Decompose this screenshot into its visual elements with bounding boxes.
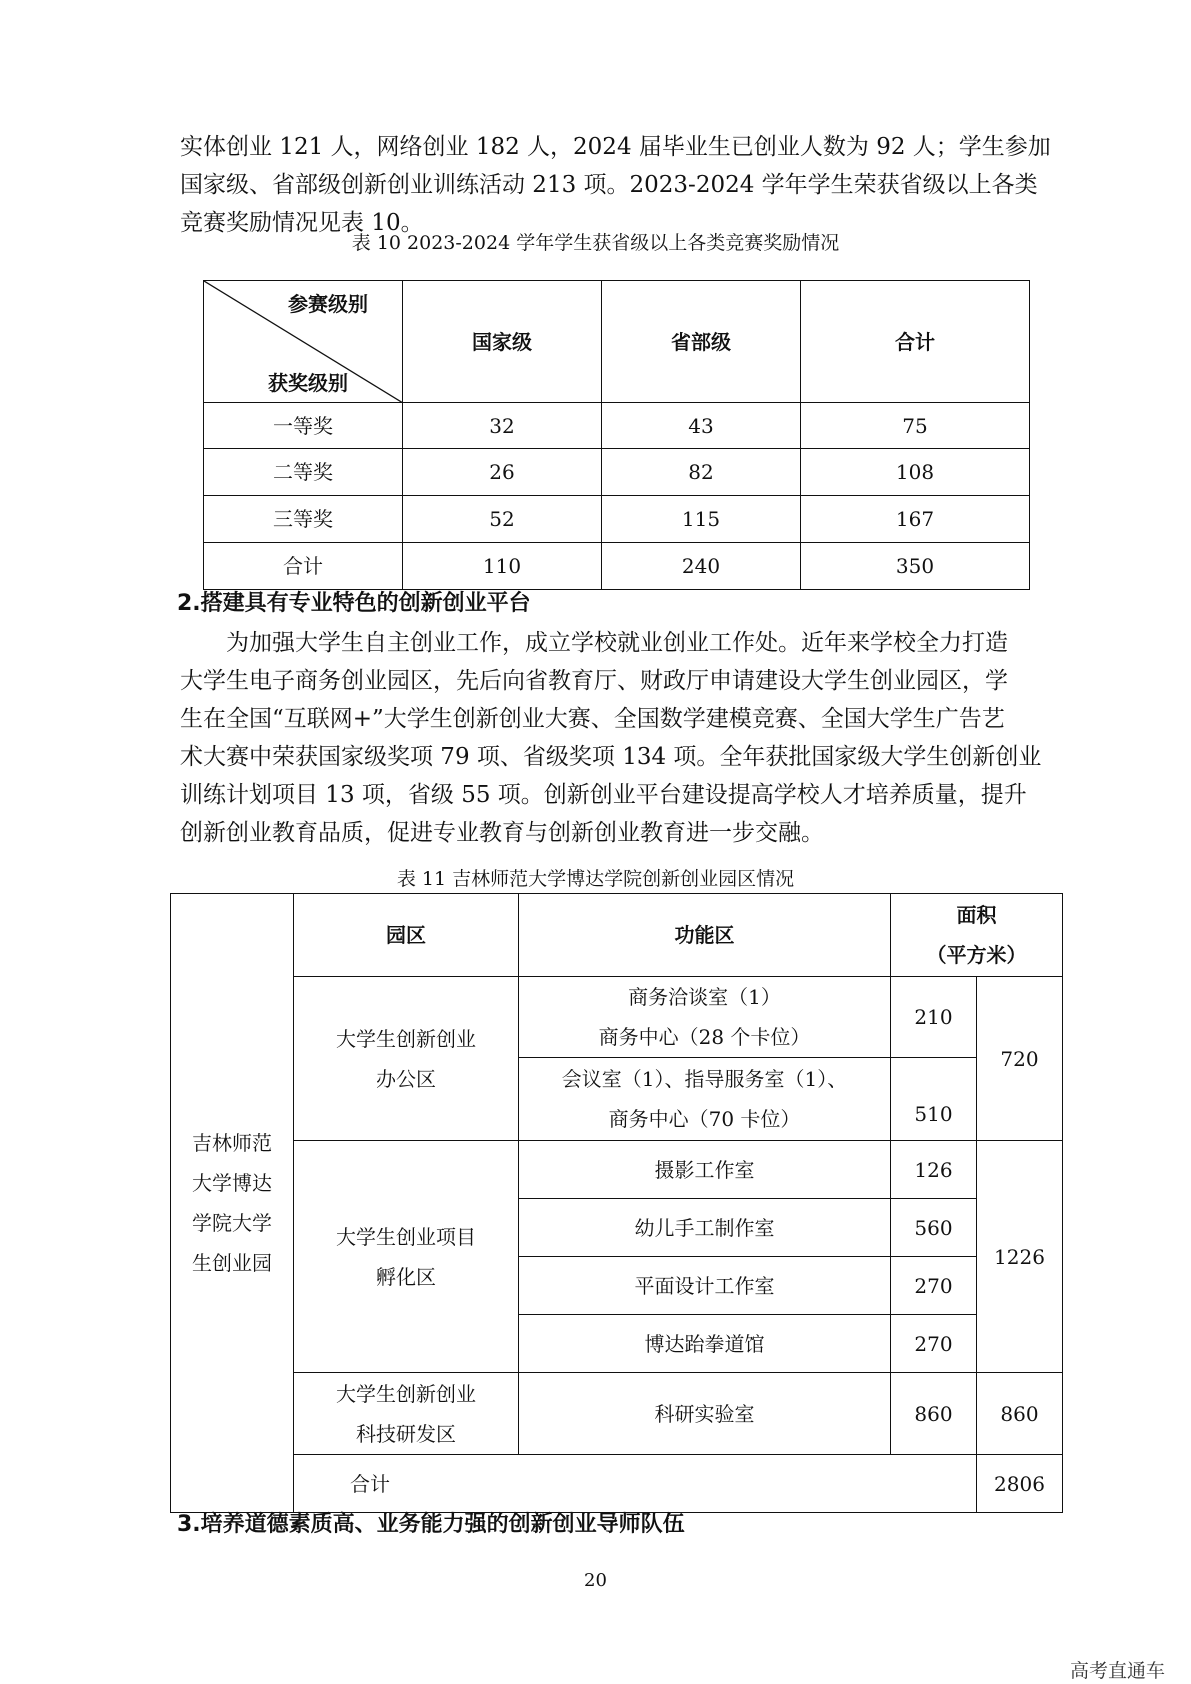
table-row (171, 1373, 1063, 1455)
cell-value: 167 (801, 496, 1030, 543)
section2-line: 生在全国“互联网+”大学生创新创业大赛、全国数学建模竞赛、全国大学生广告艺 (180, 706, 1005, 732)
zone1-total: 720 (977, 977, 1063, 1141)
zone2-function: 博达跆拳道馆 (519, 1315, 891, 1373)
cell-value: 108 (801, 449, 1030, 496)
intro-line: 实体创业 121 人，网络创业 182 人，2024 届毕业生已创业人数为 92 人；学生参加 (180, 134, 1051, 160)
header-national: 国家级 (403, 281, 602, 403)
zone-name-line: 办公区 (376, 1066, 436, 1091)
row-label: 二等奖 (204, 449, 403, 496)
zone2-total: 1226 (977, 1141, 1063, 1373)
header-function: 功能区 (519, 894, 891, 977)
table-row (171, 1455, 1063, 1513)
section2-line: 术大赛中荣获国家级奖项 79 项、省级奖项 134 项。全年获批国家级大学生创新创业 (180, 744, 1042, 770)
zone2-area: 270 (891, 1315, 977, 1373)
table-row (204, 449, 1030, 496)
total-value: 2806 (977, 1455, 1063, 1513)
cell-value: 52 (403, 496, 602, 543)
zone1-area-1: 210 (891, 977, 977, 1058)
section2-line: 为加强大学生自主创业工作，成立学校就业创业工作处。近年来学校全力打造 (226, 630, 1008, 656)
zone1-function-1 (519, 977, 891, 1058)
intro-line: 竞赛奖励情况见表 10。 (180, 210, 424, 236)
section2-line: 创新创业教育品质，促进专业教育与创新创业教育进一步交融。 (180, 820, 824, 846)
header-area-line: 面积 (956, 903, 997, 927)
function-line: 会议室（1）、指导服务室（1）、 (561, 1067, 848, 1091)
zone-name-line: 大学生创新创业 (336, 1026, 476, 1051)
zone2-function: 幼儿手工制作室 (519, 1199, 891, 1257)
zone3-name (294, 1373, 519, 1455)
cell-value: 75 (801, 403, 1030, 449)
zone3-area: 860 (891, 1373, 977, 1455)
header-total: 合计 (801, 281, 1030, 403)
zone2-area: 126 (891, 1141, 977, 1199)
section2-paragraph (180, 624, 1050, 852)
table11-caption: 表 11 吉林师范大学博达学院创新创业园区情况 (396, 868, 795, 890)
zone1-name (294, 977, 519, 1141)
header-zone: 园区 (294, 894, 519, 977)
intro-paragraph (180, 128, 1050, 242)
table-row (204, 403, 1030, 449)
org-name-line: 学院大学 (192, 1211, 272, 1235)
section2-heading: 2.搭建具有专业特色的创新创业平台 (177, 591, 531, 616)
total-label: 合计 (294, 1455, 977, 1513)
table-row (171, 1141, 1063, 1199)
zone2-function: 摄影工作室 (519, 1141, 891, 1199)
zone2-name (294, 1141, 519, 1373)
table-row (204, 496, 1030, 543)
org-name-cell (171, 894, 294, 1513)
cell-value: 350 (801, 543, 1030, 590)
org-name-line: 大学博达 (192, 1171, 272, 1195)
zone-name-line: 孵化区 (376, 1264, 436, 1289)
table11-park (170, 893, 1063, 1513)
row-label: 合计 (204, 543, 403, 590)
header-area-unit: （平方米） (926, 943, 1027, 967)
table10-caption: 表 10 2023-2024 学年学生获省级以上各类竞赛奖励情况 (351, 232, 840, 254)
cell-value: 115 (602, 496, 801, 543)
zone2-area: 270 (891, 1257, 977, 1315)
org-name-line: 吉林师范 (192, 1131, 272, 1155)
zone-name-line: 大学生创业项目 (336, 1224, 476, 1249)
intro-line: 国家级、省部级创新创业训练活动 213 项。2023-2024 学年学生荣获省级以上各类 (180, 172, 1038, 198)
zone2-function: 平面设计工作室 (519, 1257, 891, 1315)
zone1-area-2: 510 (891, 1058, 977, 1141)
zone-name-line: 科技研发区 (356, 1421, 456, 1446)
table-row (171, 977, 1063, 1058)
section2-line: 训练计划项目 13 项，省级 55 项。创新创业平台建设提高学校人才培养质量，提升 (180, 782, 1027, 808)
function-line: 商务洽谈室（1） (628, 985, 781, 1009)
table-row (204, 543, 1030, 590)
cell-value: 26 (403, 449, 602, 496)
zone3-total: 860 (977, 1373, 1063, 1455)
header-provincial: 省部级 (602, 281, 801, 403)
corner-top-label: 参赛级别 (288, 292, 368, 316)
cell-value: 43 (602, 403, 801, 449)
cell-value: 110 (403, 543, 602, 590)
corner-bottom-label: 获奖级别 (268, 371, 348, 395)
zone-name-line: 大学生创新创业 (336, 1381, 476, 1406)
org-name-line: 生创业园 (192, 1251, 272, 1275)
header-area (891, 894, 1063, 977)
table10-corner-cell (204, 281, 403, 403)
cell-value: 32 (403, 403, 602, 449)
row-label: 一等奖 (204, 403, 403, 449)
row-label: 三等奖 (204, 496, 403, 543)
function-line: 商务中心（70 卡位） (608, 1107, 801, 1131)
table10-awards (203, 280, 1030, 590)
zone2-area: 560 (891, 1199, 977, 1257)
zone3-function: 科研实验室 (519, 1373, 891, 1455)
section2-line: 大学生电子商务创业园区，先后向省教育厅、财政厅申请建设大学生创业园区，学 (180, 668, 1008, 694)
function-line: 商务中心（28 个卡位） (598, 1025, 811, 1049)
section3-heading: 3.培养道德素质高、业务能力强的创新创业导师队伍 (177, 1512, 685, 1537)
watermark: 高考直通车 (1069, 1660, 1165, 1682)
cell-value: 82 (602, 449, 801, 496)
cell-value: 240 (602, 543, 801, 590)
zone1-function-2 (519, 1058, 891, 1141)
page-number: 20 (584, 1570, 607, 1591)
